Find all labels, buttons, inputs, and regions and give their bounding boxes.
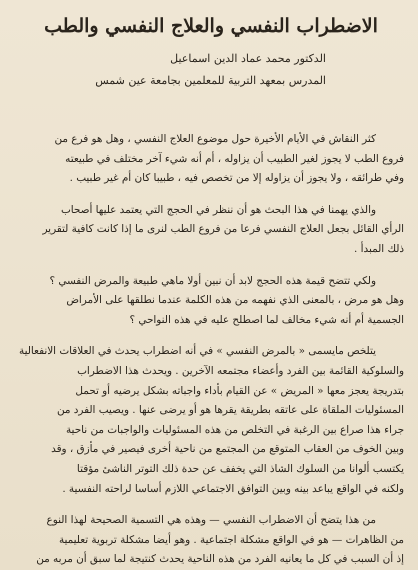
paragraph-line: يكتسب ألوانا من السلوك الشاذ التي يخفف عن حدة ذلك التوتر الناشئ مؤقتا	[76, 462, 404, 475]
paragraph-1	[18, 130, 404, 189]
paragraph-line: وهل هو مرض ، بالمعنى الذي نفهمه من هذه الكلمة عندما نطلقها على الأمراض	[66, 294, 404, 307]
paragraph-line: كثر النقاش في الأيام الأخيرة حول موضوع العلاج النفسي ، وهل هو فرع من	[54, 133, 376, 145]
paragraph-line: ذلك المبدأ .	[354, 242, 404, 255]
paragraph-line: ولكي تتضح قيمة هذه الحجج لابد أن نبين أولا ماهي طبيعة والمرض النفسي ؟	[49, 274, 376, 287]
paragraph-line: بتدريجة يعجز معها « المريض » عن القيام بأداء واجباته بشكل يرضيه أو تحمل	[75, 384, 404, 397]
paragraph-line: من هذا يتضح أن الاضطراب النفسي — وهذه هي التسمية الصحيحة لهذا النوع	[46, 514, 376, 527]
author-position: المدرس بمعهد التربية للمعلمين بجامعة عين شمس	[95, 74, 326, 87]
paragraph-line: المسئوليات الملقاة على عاتقه بطريقة يقرها هو أو يرضى عنها . ويصيب الفرد من	[56, 404, 404, 417]
paragraph-2	[18, 201, 404, 260]
paragraph-line: فروع الطب لا يجوز لغير الطبيب أن يزاوله ، أم أنه شيء آخر مختلف في طبيعته	[65, 152, 404, 165]
paragraph-4	[18, 342, 404, 499]
paragraph-line: جراء هذا صراع بين الرغبة في التخلص من هذه المسئوليات والواجبات من ناحية	[65, 423, 404, 436]
paragraph-line: والذي يهمنا في هذا البحث هو أن ننظر في الحجج التي يعتمد عليها أصحاب	[60, 203, 376, 216]
paragraph-line: من الظاهرات — هو في الواقع مشكلة اجتماعية . وهو أيضا مشكلة تربوية تعليمية	[58, 533, 404, 546]
paragraph-line: الجسمية أم أنه شيء مخالف لما اصطلح عليه في هذه النواحي ؟	[129, 313, 404, 326]
article-title: الاضطراب النفسي والعلاج النفسي والطب	[44, 15, 378, 37]
paragraph-line: إذ أن السبب في كل ما يعانيه الفرد من هذه الناحية يحدث كنتيجة لما سبق أن مربه من	[36, 553, 404, 566]
paragraph-line: والسلوكية القائمة بين الفرد وأعضاء مجتمعه الآخرين . ويحدث هذا الاضطراب	[77, 364, 404, 377]
paragraph-line: وبين الخوف من العقاب المتوقع من المجتمع من ناحية أخرى فيصير في مأزق ، وقد	[51, 443, 404, 456]
paragraph-line: يتلخص مايسمى « بالمرض النفسي » في أنه اضطراب يحدث في العلاقات الانفعالية	[19, 345, 376, 358]
paragraph-5	[18, 511, 404, 570]
paragraph-3	[18, 272, 404, 331]
author-name: الدكتور محمد عماد الدين اسماعيل	[170, 52, 326, 65]
paragraph-line: وفي طرائقه ، ولا يجوز أن يزاوله إلا من تخصص فيه ، طبيبا كان أم غير طبيب .	[69, 172, 404, 185]
paragraph-line: الرأي القائل بجعل العلاج النفسي فرعا من فروع الطب لنرى ما إذا كانت كافية لتقرير	[42, 223, 404, 236]
paragraph-line: ولكنه في الواقع يباعد بينه وبين التوافق الاجتماعي اللازم أساسا لراحته النفسية .	[62, 482, 404, 495]
